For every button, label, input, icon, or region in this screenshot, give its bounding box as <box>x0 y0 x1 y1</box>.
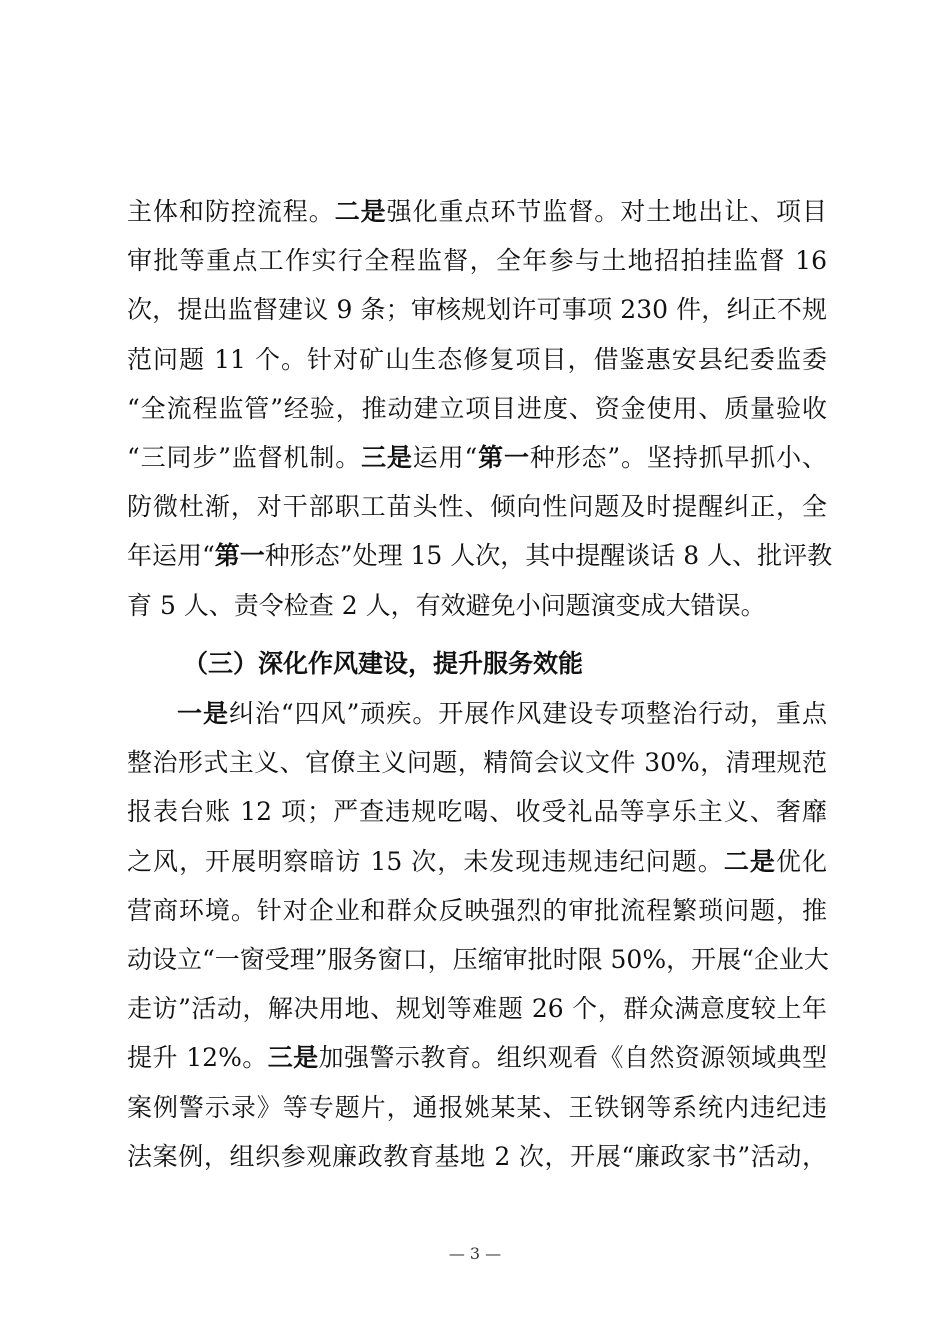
text-run: 育 5 人、责令检查 2 人，有效避免小问题演变成大错误。 <box>127 590 766 620</box>
bold-text: 二是 <box>334 197 387 226</box>
text-run: 案例警示录》等专题片，通报姚某某、王铁钢等系统内违纪违 <box>127 1092 827 1122</box>
text-run: 提升 12%。 <box>127 1043 268 1073</box>
bold-text: 第一 <box>214 541 265 571</box>
text-run: 年运用“ <box>127 541 215 571</box>
bold-text: 三是 <box>361 443 413 472</box>
text-line <box>127 1093 827 1123</box>
text-run: 强化重点环节监督。对土地出让、项目 <box>386 197 827 226</box>
text-run: 优化 <box>775 846 827 876</box>
text-run: 营商环境。针对企业和群众反映强烈的审批流程繁琐问题，推 <box>127 895 827 925</box>
text-run: 运用“ <box>412 443 478 472</box>
text-run: 纠治“四风”顽疾。开展作风建设专项整治行动，重点 <box>228 699 827 728</box>
text-line <box>127 591 827 621</box>
text-line <box>127 541 833 571</box>
text-run: 主体和防控流程。 <box>127 197 335 226</box>
bold-text: 三是 <box>267 1043 319 1073</box>
text-line <box>127 197 827 227</box>
text-run: 走访”活动，解决用地、规划等难题 26 个，群众满意度较上年 <box>127 994 827 1024</box>
page-number: — 3 — <box>448 1244 502 1263</box>
text-run: 种形态”。坚持抓早抓小、 <box>529 443 827 472</box>
text-line <box>127 896 827 926</box>
text-run: “全流程监管”经验，推动建立项目进度、资金使用、质量验收 <box>127 393 827 423</box>
text-line <box>127 1142 827 1172</box>
bold-text: 二是 <box>723 846 776 876</box>
text-run: 种形态”处理 15 人次，其中提醒谈话 8 人、批评教 <box>264 541 833 571</box>
bold-text: 第一 <box>477 443 530 472</box>
text-run: 法案例，组织参观廉政教育基地 2 次，开展“廉政家书”活动， <box>127 1141 827 1171</box>
text-line <box>127 492 827 522</box>
text-run: 之风，开展明察暗访 15 次，未发现违规违纪问题。 <box>127 846 724 876</box>
bold-text: 一是 <box>177 699 229 728</box>
text-run: 加强警示教育。组织观看《自然资源领域典型 <box>318 1043 827 1073</box>
text-line <box>127 295 827 325</box>
text-line <box>127 748 827 778</box>
section-heading: （三）深化作风建设，提升服务效能 <box>183 649 584 678</box>
text-run: 动设立“一窗受理”服务窗口，压缩审批时限 50%，开展“企业大 <box>127 945 829 974</box>
text-run: 报表台账 12 项；严查违规吃喝、收受礼品等享乐主义、奢靡 <box>127 797 827 827</box>
text-run: 防微杜渐，对干部职工苗头性、倾向性问题及时提醒纠正，全 <box>127 492 827 522</box>
text-run: “三同步”监督机制。 <box>127 443 362 472</box>
text-run: 次，提出监督建议 9 条；审核规划许可事项 230 件，纠正不规 <box>127 295 827 325</box>
text-line <box>127 945 827 975</box>
text-line <box>127 443 827 473</box>
text-line <box>127 994 827 1024</box>
text-run: 审批等重点工作实行全程监督，全年参与土地招拍挂监督 16 <box>127 246 827 276</box>
text-line <box>177 699 827 729</box>
text-run: 整治形式主义、官僚主义问题，精简会议文件 30%，清理规范 <box>127 748 827 778</box>
text-line <box>127 394 827 424</box>
text-run: 范问题 11 个。针对矿山生态修复项目，借鉴惠安县纪委监委 <box>127 344 827 374</box>
text-line <box>127 847 827 877</box>
text-line <box>127 345 827 375</box>
text-line <box>127 246 827 276</box>
text-line <box>127 797 827 827</box>
text-line <box>127 1043 827 1073</box>
